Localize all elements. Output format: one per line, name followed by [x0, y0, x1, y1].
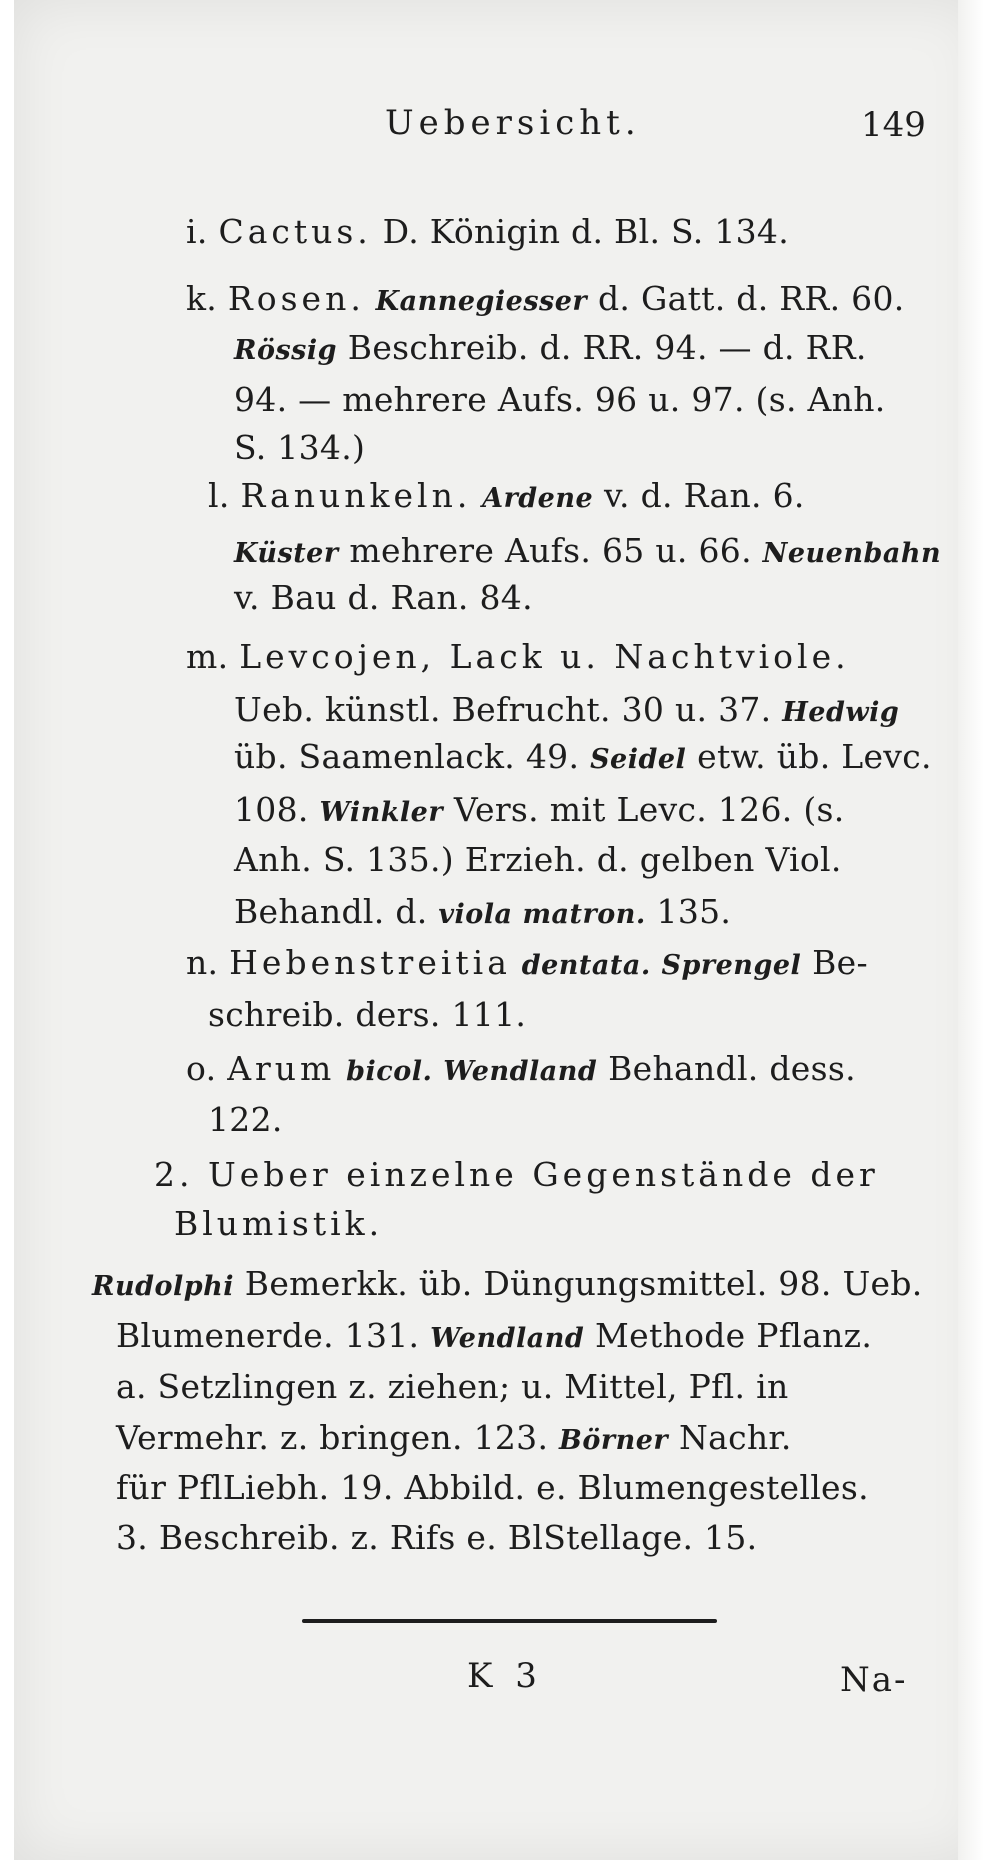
closing-rule [302, 1619, 717, 1623]
entry-text: 135. [656, 892, 732, 931]
entry-line [186, 943, 868, 986]
author-name: Neuenbahn [762, 538, 942, 569]
author-name: bicol. [346, 1056, 433, 1087]
entry-term: Ranunkeln. [240, 476, 472, 515]
entry-line [186, 279, 905, 322]
entry-line [234, 380, 886, 420]
entry-label: k. [186, 279, 218, 318]
entry-line [116, 1468, 869, 1508]
entry-text: Bemerkk. üb. Düngungsmittel. 98. Ueb. [244, 1264, 923, 1303]
entry-text: Blumenerde. 131. [116, 1316, 420, 1355]
entry-text: Anh. S. 135.) Erzieh. d. gelben Viol. [234, 840, 842, 879]
entry-text: d. Gatt. d. RR. 60. [597, 279, 905, 318]
entry-text: üb. Saamenlack. 49. [234, 737, 580, 776]
entry-text: Methode Pflanz. [595, 1316, 873, 1355]
entry-line [234, 531, 941, 574]
entry-text: für PflLiebh. 19. Abbild. e. Blumengestelles. [116, 1468, 869, 1507]
entry-line [92, 1264, 923, 1307]
entry-text: Be- [812, 943, 868, 982]
entry-line [234, 840, 842, 880]
author-name: Hedwig [782, 697, 900, 728]
entry-term: Rosen. [227, 279, 365, 318]
entry-term: Arum [227, 1049, 336, 1088]
entry-text: 122. [208, 1100, 283, 1139]
entry-label: o. [186, 1049, 217, 1088]
entry-line [208, 476, 805, 519]
author-name: Seidel [590, 744, 687, 775]
entry-line [234, 578, 533, 618]
entry-text: Behandl. d. [234, 892, 428, 931]
author-name: Wendland [443, 1056, 598, 1087]
page-number: 149 [861, 105, 926, 145]
entry-text: Ueb. künstl. Befrucht. 30 u. 37. [234, 690, 772, 729]
entry-line [116, 1367, 789, 1407]
entry-line [186, 637, 850, 677]
author-name: Kannegiesser [375, 286, 588, 317]
entry-text: v. Bau d. Ran. 84. [234, 578, 533, 617]
entry-label: n. [186, 943, 219, 982]
entry-line [186, 1049, 856, 1092]
entry-line [234, 790, 845, 833]
entry-line [208, 1100, 283, 1140]
entry-text: D. Königin d. Bl. S. 134. [382, 212, 790, 251]
entry-line [234, 892, 731, 935]
entry-line [234, 737, 932, 780]
entry-line [208, 995, 526, 1035]
author-name: Rudolphi [92, 1271, 234, 1302]
author-name: Ardene [482, 483, 594, 514]
author-name: Wendland [430, 1323, 585, 1354]
entry-text: v. d. Ran. 6. [603, 476, 805, 515]
entry-term: Levcojen, Lack u. Nachtviole. [239, 637, 850, 676]
entry-text: S. 134.) [234, 428, 366, 467]
entry-line [234, 428, 365, 468]
author-name: Rössig [234, 335, 337, 366]
running-head: Uebersicht. [385, 103, 641, 143]
author-name: Winkler [319, 797, 444, 828]
author-name: Börner [559, 1425, 669, 1456]
entry-line [186, 212, 789, 252]
entry-text: mehrere Aufs. 65 u. 66. [349, 531, 752, 570]
entry-term: Hebenstreitia [229, 943, 511, 982]
author-name: dentata. [521, 950, 651, 981]
entry-text: etw. üb. Levc. [697, 737, 932, 776]
author-name: Küster [234, 538, 339, 569]
entry-text: Behandl. dess. [608, 1049, 856, 1088]
entry-text: 94. — mehrere Aufs. 96 u. 97. (s. Anh. [234, 380, 886, 419]
author-name: viola matron. [438, 899, 646, 930]
book-page [14, 0, 984, 1860]
entry-term: Cactus. [218, 212, 372, 251]
entry-label: l. [208, 476, 230, 515]
entry-line [116, 1418, 792, 1461]
entry-text: Vermehr. z. bringen. 123. [116, 1418, 549, 1457]
entry-line [234, 328, 867, 371]
entry-label: i. [186, 212, 208, 251]
entry-text: schreib. ders. 111. [208, 995, 527, 1034]
entry-label: m. [186, 637, 229, 676]
entry-line [116, 1518, 757, 1558]
signature-mark: K 3 [467, 1656, 543, 1696]
entry-text: Beschreib. d. RR. 94. — d. RR. [347, 328, 867, 367]
author-name: Sprengel [661, 950, 802, 981]
entry-line [116, 1316, 872, 1359]
entry-text: 3. Beschreib. z. Rifs e. BlStellage. 15. [116, 1518, 758, 1557]
entry-line [234, 690, 899, 733]
section-heading-cont: Blumistik. [174, 1204, 384, 1243]
catchword: Na- [840, 1660, 908, 1700]
entry-text: 108. [234, 790, 309, 829]
entry-text: Nachr. [678, 1418, 792, 1457]
section-heading: 2. Ueber einzelne Gegenstände der [154, 1155, 879, 1194]
entry-text: a. Setzlingen z. ziehen; u. Mittel, Pfl. in [116, 1367, 789, 1406]
entry-text: Vers. mit Levc. 126. (s. [453, 790, 845, 829]
page-edge [958, 0, 984, 1860]
